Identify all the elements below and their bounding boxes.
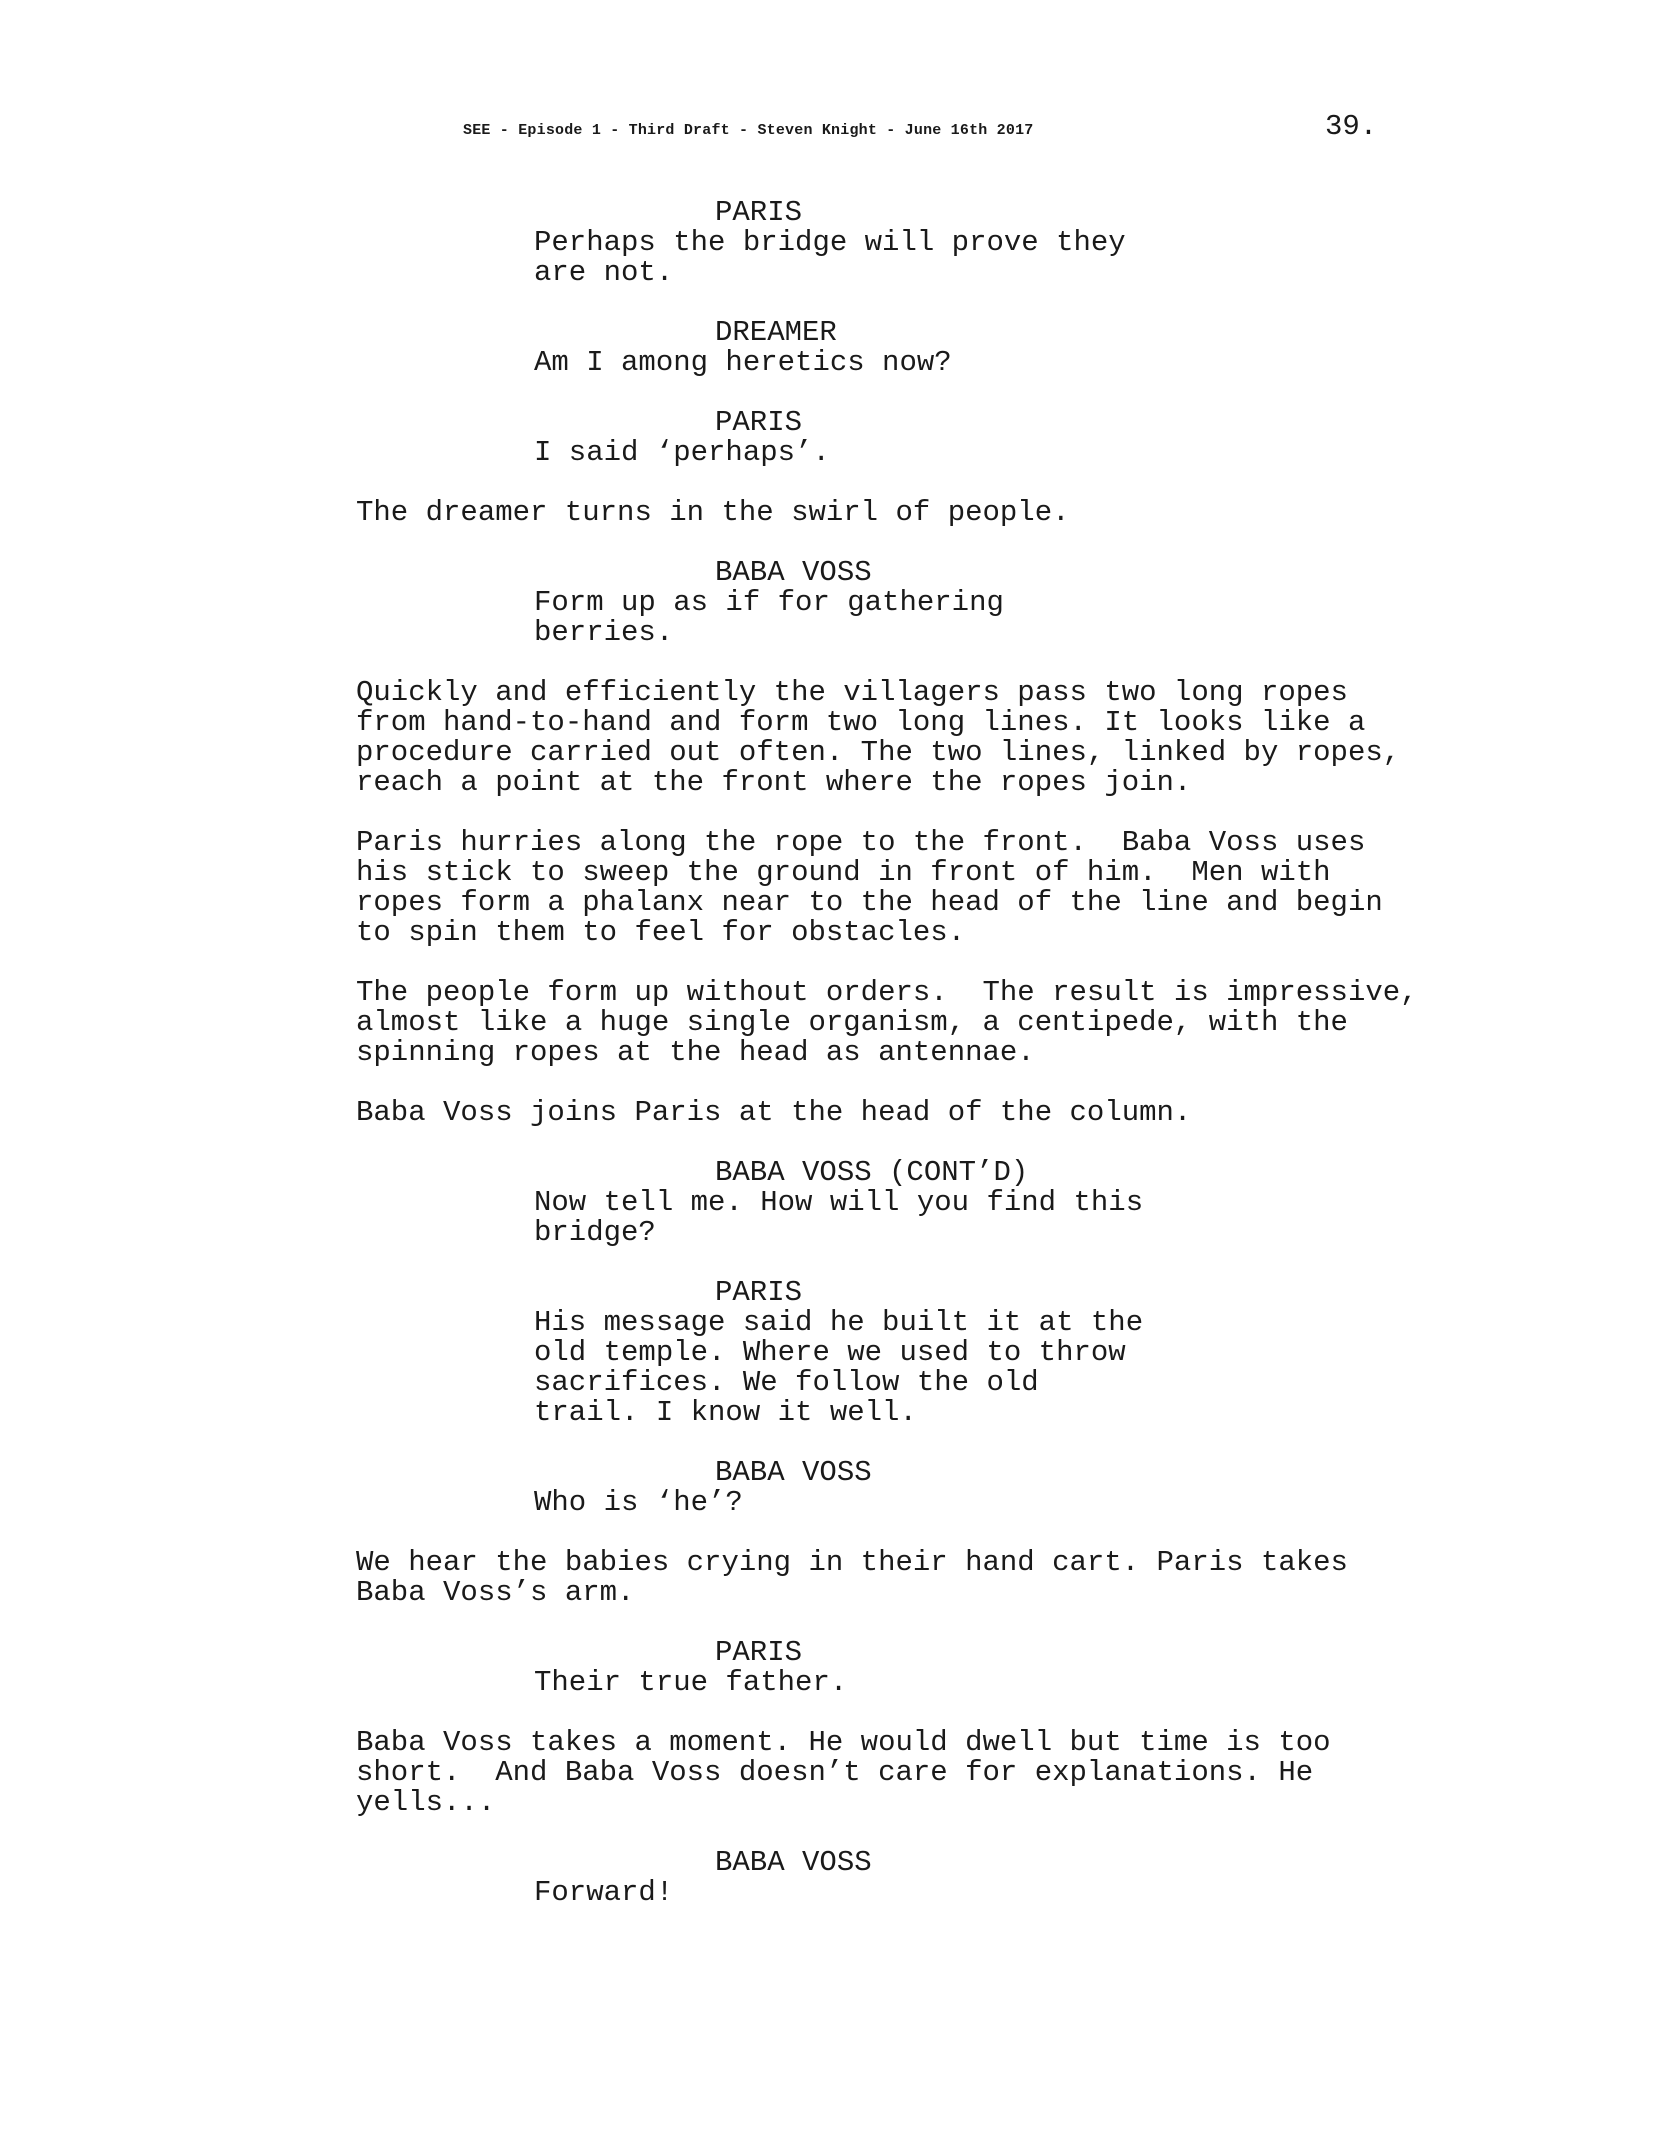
character-name: BABA VOSS [715,1846,872,1879]
page-header: SEE - Episode 1 - Third Draft - Steven Knight - June 16th 2017 [463,122,1034,139]
character-name: PARIS [715,406,803,439]
character-name: PARIS [715,1276,803,1309]
dialogue: Form up as if for gathering berries. [534,586,1004,649]
dialogue: Am I among heretics now? [534,346,952,379]
character-name: PARIS [715,1636,803,1669]
action-line: The people form up without orders. The result is impressive, almost like a huge single organism, a centipede, with the spinning ropes at the head as antennae. [356,976,1418,1069]
character-name: PARIS [715,196,803,229]
dialogue: His message said he built it at the old temple. Where we used to throw sacrifices. We follow the old trail. I know it well. [534,1306,1144,1429]
page-number: 39. [1325,110,1378,143]
dialogue: I said ‘perhaps’. [534,436,830,469]
character-name: DREAMER [715,316,837,349]
dialogue: Forward! [534,1876,674,1909]
action-line: The dreamer turns in the swirl of people. [356,496,1070,529]
action-line: Baba Voss takes a moment. He would dwell but time is too short. And Baba Voss doesn’t care for explanations. He yells... [356,1726,1331,1819]
character-name: BABA VOSS (CONT’D) [715,1156,1029,1189]
script-body [0,198,1653,1908]
action-line: Paris hurries along the rope to the front. Baba Voss uses his stick to sweep the ground in front of him. Men with ropes form a phalanx near to the head of the line and begin to spin them to feel for obstacles. [356,826,1383,949]
dialogue: Now tell me. How will you find this bridge? [534,1186,1144,1249]
dialogue: Who is ‘he’? [534,1486,743,1519]
character-name: BABA VOSS [715,1456,872,1489]
character-name: BABA VOSS [715,556,872,589]
action-line: We hear the babies crying in their hand cart. Paris takes Baba Voss’s arm. [356,1546,1348,1609]
action-line: Quickly and efficiently the villagers pass two long ropes from hand-to-hand and form two long lines. It looks like a procedure carried out often. The two lines, linked by ropes, reach a point at the front where the ropes join. [356,676,1401,799]
dialogue: Their true father. [534,1666,848,1699]
dialogue: Perhaps the bridge will prove they are not. [534,226,1126,289]
action-line: Baba Voss joins Paris at the head of the column. [356,1096,1192,1129]
